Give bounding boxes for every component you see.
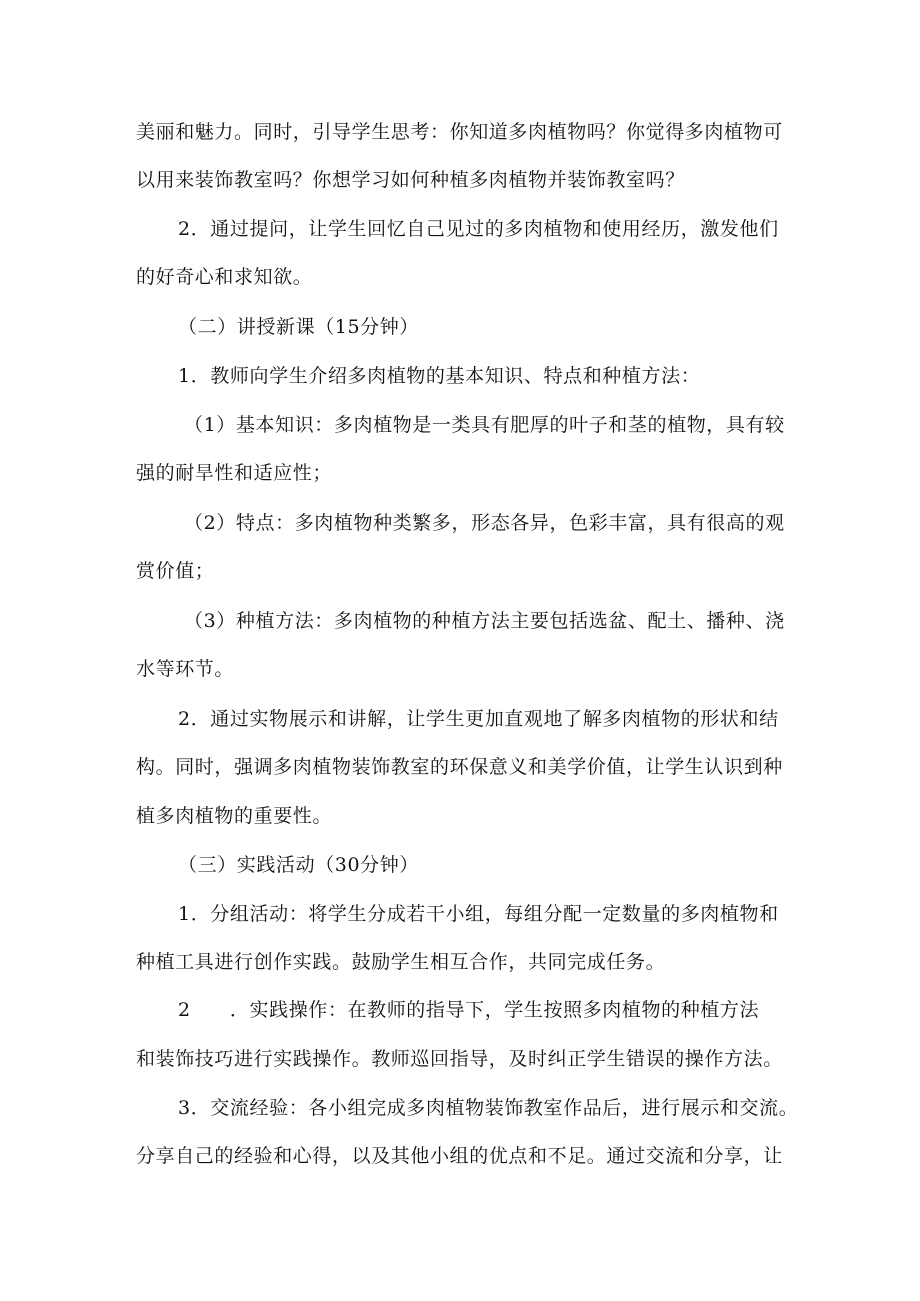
text-line: （3）种植方法：多肉植物的种植方法主要包括选盆、配土、播种、浇 — [184, 610, 785, 632]
text-line: 植多肉植物的重要性。 — [136, 805, 333, 827]
text-line: （2）特点：多肉植物种类繁多，形态各异，色彩丰富，具有很高的观 — [184, 512, 785, 534]
text-line: 种植工具进行创作实践。鼓励学生相互合作，共同完成任务。 — [136, 951, 666, 973]
text-line: 强的耐旱性和适应性； — [136, 462, 333, 484]
text-line: 2 ．实践操作：在教师的指导下，学生按照多肉植物的种植方法 — [178, 999, 760, 1021]
text-line: 2．通过提问，让学生回忆自己见过的多肉植物和使用经历，激发他们 — [178, 218, 779, 240]
text-line: 3．交流经验：各小组完成多肉植物装饰教室作品后，进行展示和交流。 — [178, 1097, 799, 1119]
text-line: 美丽和魅力。同时，引导学生思考：你知道多肉植物吗？你觉得多肉植物可 — [136, 121, 783, 143]
text-line: 1．分组活动：将学生分成若干小组，每组分配一定数量的多肉植物和 — [178, 903, 779, 925]
text-line: （1）基本知识：多肉植物是一类具有肥厚的叶子和茎的植物，具有较 — [184, 414, 785, 436]
text-line: 构。同时，强调多肉植物装饰教室的环保意义和美学价值，让学生认识到种 — [136, 756, 783, 778]
section-heading: （二）讲授新课（15分钟） — [178, 316, 419, 338]
text-line: 和装饰技巧进行实践操作。教师巡回指导，及时纠正学生错误的操作方法。 — [136, 1048, 783, 1070]
text-line: 1．教师向学生介绍多肉植物的基本知识、特点和种植方法： — [178, 365, 701, 387]
text-line: 以用来装饰教室吗？你想学习如何种植多肉植物并装饰教室吗？ — [136, 169, 685, 191]
text-line: 水等环节。 — [136, 658, 235, 680]
text-line: 赏价值； — [136, 560, 215, 582]
text-line: 的好奇心和求知欲。 — [136, 266, 313, 288]
text-line: 2．通过实物展示和讲解，让学生更加直观地了解多肉植物的形状和结 — [178, 708, 779, 730]
text-line: 分享自己的经验和心得，以及其他小组的优点和不足。通过交流和分享，让 — [136, 1145, 783, 1167]
section-heading: （三）实践活动（30分钟） — [178, 854, 419, 876]
